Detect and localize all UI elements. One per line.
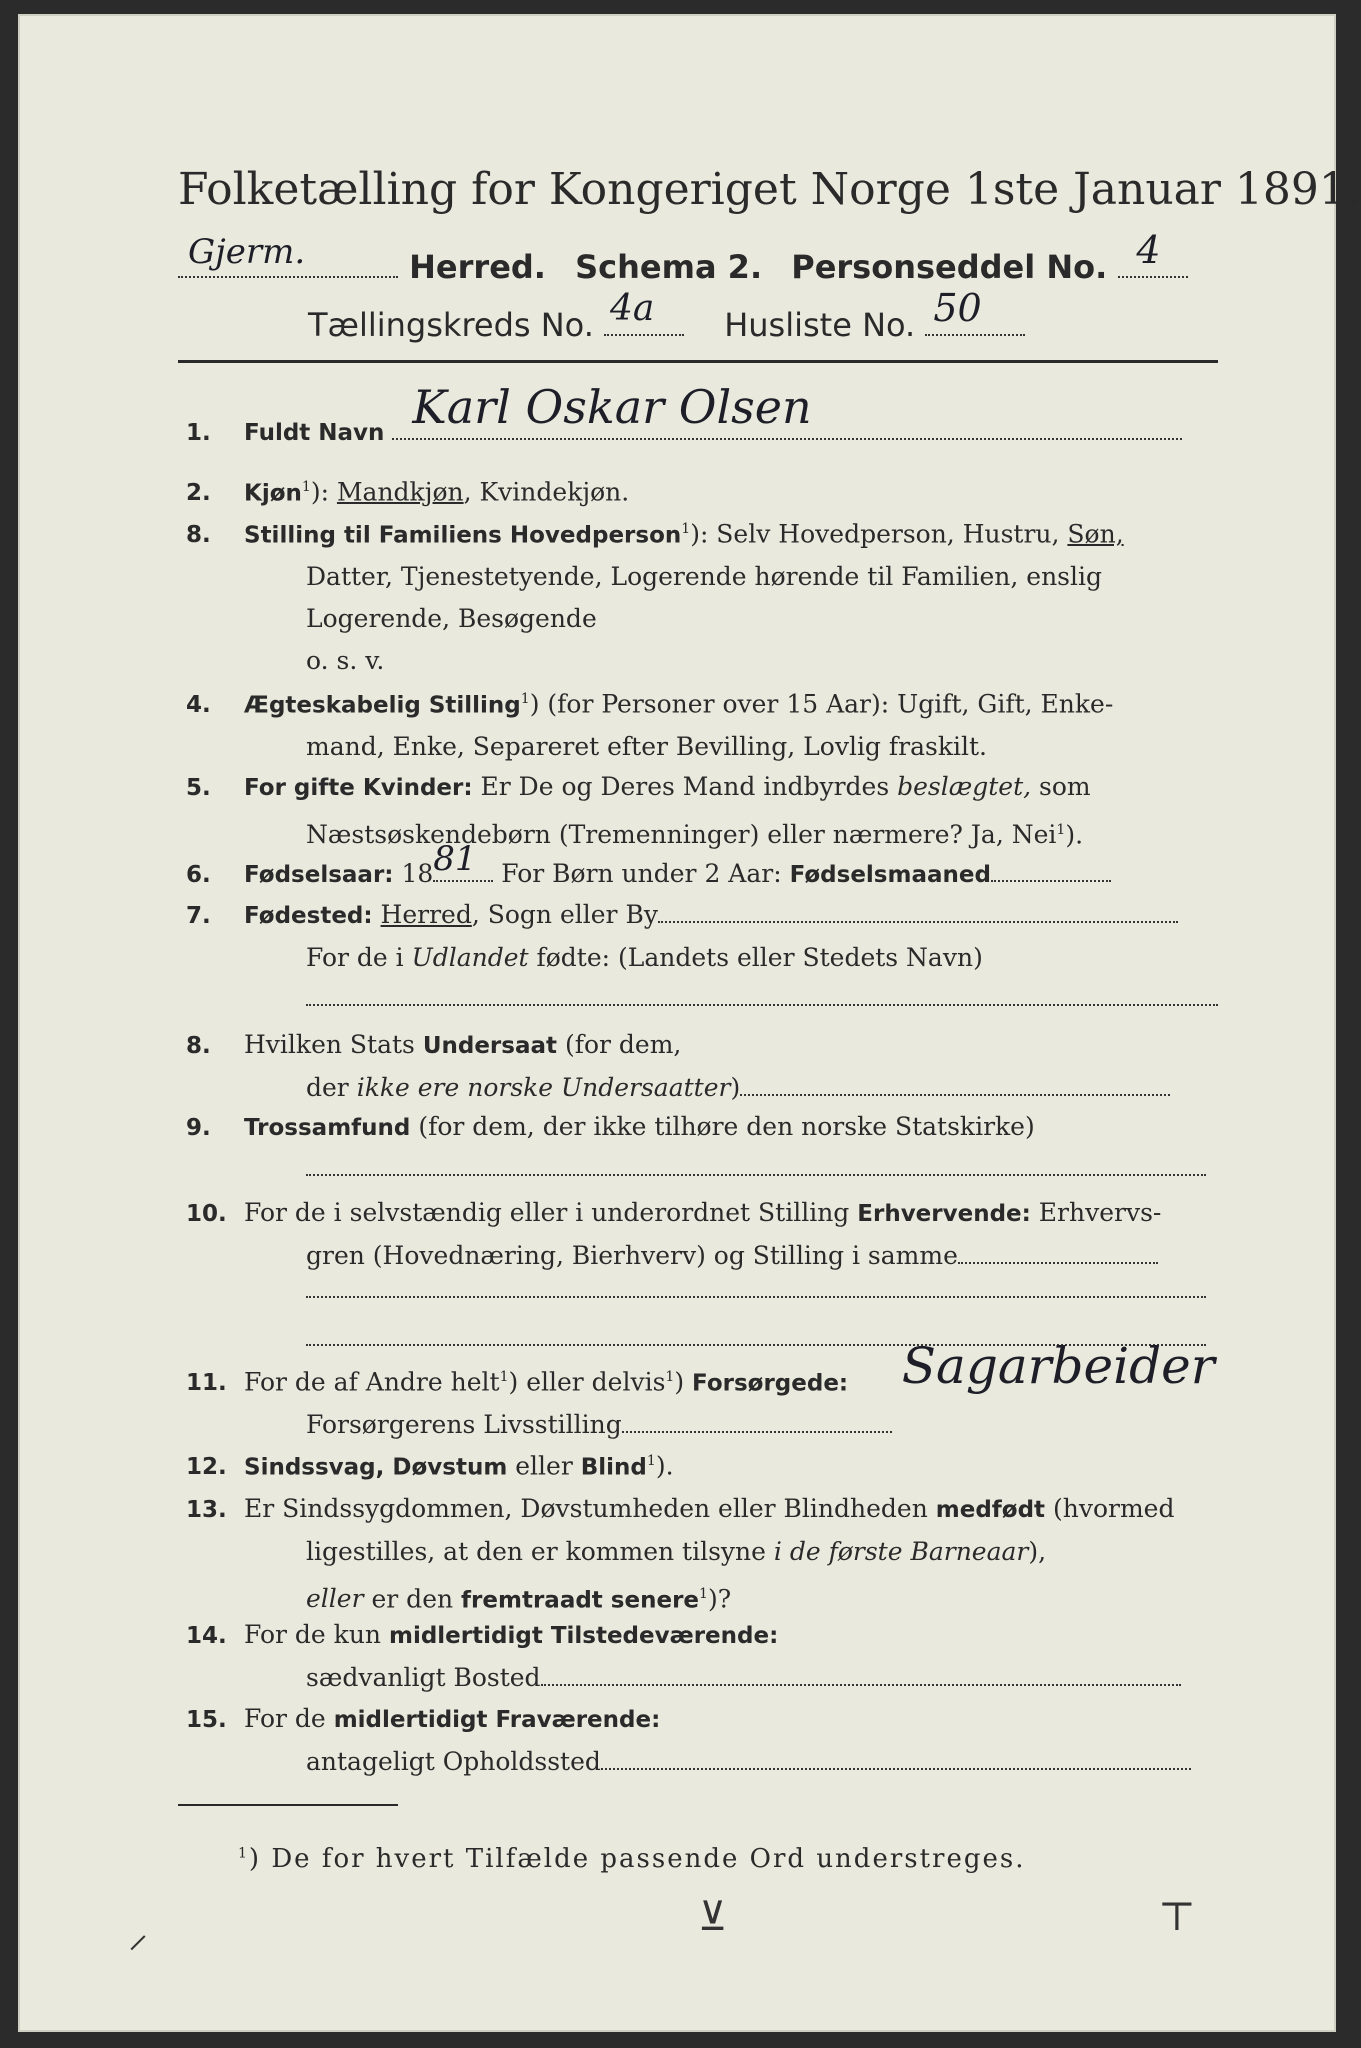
- item-1: [186, 380, 1226, 454]
- family-position-options[interactable]: ): Selv Hovedperson, Hustru,: [690, 519, 1068, 549]
- item-number: 14.: [186, 1623, 227, 1649]
- provider-occupation-label: Forsørgerens Livsstilling: [306, 1410, 622, 1440]
- text-italic: eller: [306, 1584, 364, 1614]
- citizenship-label: Undersaat: [422, 1033, 557, 1059]
- text: som: [1031, 772, 1091, 801]
- item-3: [186, 508, 1226, 682]
- text-italic: beslægtet,: [897, 772, 1032, 801]
- fold-mark-right: ⊤: [1158, 1894, 1196, 1940]
- census-form-page: [18, 14, 1361, 2032]
- birthplace-field[interactable]: [658, 921, 1178, 923]
- text-italic: Udlandet: [411, 943, 529, 972]
- item-10: [186, 1192, 1226, 1277]
- family-position-options-2[interactable]: Datter, Tjenestetyende, Logerende hørende til Familien, enslig: [306, 562, 1103, 592]
- husliste-field[interactable]: [925, 286, 1025, 336]
- text: ): [730, 1073, 741, 1102]
- item-6: [186, 839, 1226, 896]
- item-number: 11.: [186, 1370, 227, 1397]
- footnote-marker: 1: [238, 1845, 249, 1862]
- item-number: 5.: [186, 775, 211, 801]
- husliste-label: Husliste No.: [724, 306, 916, 344]
- item-number: 7.: [186, 903, 211, 929]
- family-position-options-4: o. s. v.: [306, 646, 385, 676]
- birthplace-label: Fødested:: [244, 903, 373, 929]
- birth-year-label: Fødselsaar:: [244, 862, 394, 888]
- herred-value: Gjerm.: [188, 232, 306, 272]
- marital-status-options-2[interactable]: mand, Enke, Separeret efter Bevilling, Lovlig fraskilt.: [306, 732, 987, 762]
- corner-mark-left: ⸝: [128, 1911, 148, 1957]
- citizenship-field[interactable]: [740, 1094, 1170, 1096]
- item-number: 12.: [186, 1454, 227, 1481]
- item-number: 10.: [186, 1201, 227, 1227]
- birthplace-abroad-field[interactable]: [306, 1004, 1218, 1006]
- footnote-ref: 1: [699, 1586, 708, 1602]
- occupation-label: Erhvervende:: [857, 1201, 1031, 1227]
- usual-residence-field[interactable]: [541, 1684, 1181, 1686]
- item-14: [186, 1614, 1226, 1699]
- family-position-selected[interactable]: Søn,: [1067, 519, 1124, 549]
- item-number: 8.: [186, 522, 211, 549]
- footnote-ref: 1: [1056, 822, 1066, 838]
- sex-option-female[interactable]: , Kvindekjøn.: [463, 477, 630, 507]
- text: Hvilken Stats: [244, 1030, 423, 1059]
- item-number: 15.: [186, 1707, 227, 1733]
- sex-label: Kjøn: [244, 480, 302, 507]
- marital-status-options[interactable]: ) (for Personer over 15 Aar): Ugift, Gift, Enke-: [529, 689, 1114, 719]
- item-number: 4.: [186, 692, 211, 719]
- text: ): [674, 1367, 693, 1397]
- sex-option-male-selected[interactable]: Mandkjøn: [336, 477, 464, 507]
- footnote-ref: 1: [520, 691, 530, 707]
- item-4: [186, 678, 1226, 768]
- occupation-field-2[interactable]: [306, 1296, 1206, 1298]
- text: Erhvervs-: [1030, 1198, 1162, 1227]
- text: Er De og Deres Mand indbyrdes: [472, 772, 898, 801]
- form-title: Folketælling for Kongeriget Norge 1ste Januar 1891.: [178, 164, 1361, 215]
- birth-year-value: 81: [433, 839, 477, 879]
- birthplace-options[interactable]: , Sogn eller By: [471, 900, 658, 929]
- name-value: Karl Oskar Olsen: [412, 380, 812, 434]
- family-position-label: Stilling til Familiens Hovedperson: [244, 522, 682, 549]
- temp-present-label: midlertidigt Tilstedeværende:: [388, 1623, 779, 1649]
- name-label: Fuldt Navn: [244, 420, 385, 446]
- blind-label: Blind: [580, 1454, 647, 1481]
- husliste-value: 50: [933, 286, 982, 330]
- item-number: 13.: [186, 1497, 227, 1523]
- usual-residence-label: sædvanligt Bosted: [306, 1663, 541, 1692]
- text: ),: [1028, 1537, 1047, 1566]
- item-8: [186, 1024, 1226, 1109]
- item-12: [186, 1440, 1226, 1488]
- text: For Børn under 2 Aar:: [493, 859, 790, 888]
- kreds-value: 4a: [610, 288, 655, 329]
- text: (hvormed: [1045, 1494, 1175, 1523]
- herred-field[interactable]: [178, 232, 398, 278]
- footnote-ref: 1: [301, 479, 311, 495]
- item-11: [186, 1337, 1226, 1446]
- text: ).: [655, 1451, 674, 1481]
- birth-year-field[interactable]: [433, 839, 493, 882]
- kreds-label: Tællingskreds No.: [308, 306, 594, 344]
- marital-status-label: Ægteskabelig Stilling: [244, 692, 521, 719]
- text: For de i: [306, 943, 412, 972]
- text: ligestilles, at den er kommen tilsyne: [306, 1537, 774, 1566]
- item-number: 1.: [186, 420, 211, 446]
- text: For de i selvstændig eller i underordnet Stilling: [244, 1198, 858, 1227]
- text: ) eller delvis: [508, 1367, 666, 1397]
- occupation-field[interactable]: [958, 1262, 1158, 1264]
- item-13: [186, 1488, 1226, 1621]
- probable-residence-field[interactable]: [601, 1768, 1191, 1770]
- header-kreds-row: [178, 286, 1238, 344]
- footnote-text: ) De for hvert Tilfælde passende Ord understreges.: [248, 1844, 1026, 1874]
- text: eller: [507, 1451, 581, 1481]
- personseddel-label: Personseddel No.: [791, 248, 1108, 286]
- text: (for dem, der ikke tilhøre den norske Statskirke): [410, 1112, 1035, 1141]
- footnote-ref: 1: [499, 1369, 509, 1385]
- item-number: 2.: [186, 480, 211, 507]
- congenital-label: medfødt: [935, 1497, 1046, 1523]
- later-onset-label: fremtraadt senere: [461, 1587, 700, 1614]
- personseddel-value: 4: [1136, 228, 1161, 272]
- religion-label: Trossamfund: [244, 1115, 411, 1141]
- kreds-field[interactable]: [604, 288, 684, 336]
- footnote-ref: 1: [646, 1453, 656, 1469]
- footnote: [238, 1844, 1026, 1874]
- temp-absent-label: midlertidigt Fraværende:: [333, 1707, 661, 1733]
- name-field[interactable]: [392, 380, 1182, 440]
- text: er den: [363, 1584, 462, 1614]
- header-herred-row: [178, 228, 1238, 286]
- text: der: [306, 1073, 357, 1102]
- personseddel-field[interactable]: [1118, 228, 1188, 278]
- text: (for dem,: [557, 1030, 682, 1059]
- item-number: 8.: [186, 1033, 211, 1059]
- text: )?: [707, 1584, 732, 1614]
- birth-month-label: Fødselsmaaned: [789, 862, 991, 888]
- family-position-options-3[interactable]: Logerende, Besøgende: [306, 604, 597, 634]
- item-15: [186, 1698, 1226, 1783]
- fold-mark-center: ⊻: [698, 1894, 728, 1940]
- item-7: [186, 894, 1226, 979]
- religion-field[interactable]: [306, 1174, 1206, 1176]
- birth-year-prefix: 18: [393, 859, 434, 888]
- text-italic: i de første Barneaar: [773, 1537, 1029, 1566]
- text: Er Sindssygdommen, Døvstumheden eller Blindheden: [244, 1494, 936, 1523]
- related-options[interactable]: Næstsøskendebørn (Tremenninger) eller nærmere? Ja, Nei: [306, 820, 1057, 850]
- text: For de: [244, 1704, 334, 1733]
- text: ):: [310, 477, 337, 507]
- text-italic: ikke ere norske Undersaatter: [356, 1073, 731, 1102]
- probable-residence-label: antageligt Opholdssted: [306, 1747, 601, 1776]
- header-divider: [178, 360, 1218, 363]
- birth-month-field[interactable]: [991, 880, 1111, 882]
- text: For de kun: [244, 1620, 389, 1649]
- text: ).: [1065, 820, 1084, 850]
- footnote-divider: [178, 1804, 398, 1806]
- footnote-ref: 1: [681, 521, 691, 537]
- herred-label: Herred.: [409, 248, 546, 286]
- birthplace-option-herred-selected[interactable]: Herred: [380, 900, 472, 929]
- item-number: 9.: [186, 1115, 211, 1141]
- disability-label: Sindssvag, Døvstum: [244, 1454, 508, 1481]
- footnote-ref: 1: [665, 1369, 675, 1385]
- provider-occupation-value: Sagarbeider: [901, 1337, 1215, 1396]
- text: For de af Andre helt: [244, 1367, 500, 1397]
- item-number: 6.: [186, 862, 211, 888]
- married-women-label: For gifte Kvinder:: [244, 775, 473, 801]
- text: gren (Hovednæring, Bierhverv) og Stilling i samme: [306, 1241, 958, 1270]
- text: fødte: (Landets eller Stedets Navn): [528, 943, 983, 972]
- schema-label: Schema 2.: [575, 248, 763, 286]
- item-5: [186, 766, 1226, 856]
- item-9: [186, 1106, 1226, 1149]
- supported-label: Forsørgede:: [692, 1370, 849, 1397]
